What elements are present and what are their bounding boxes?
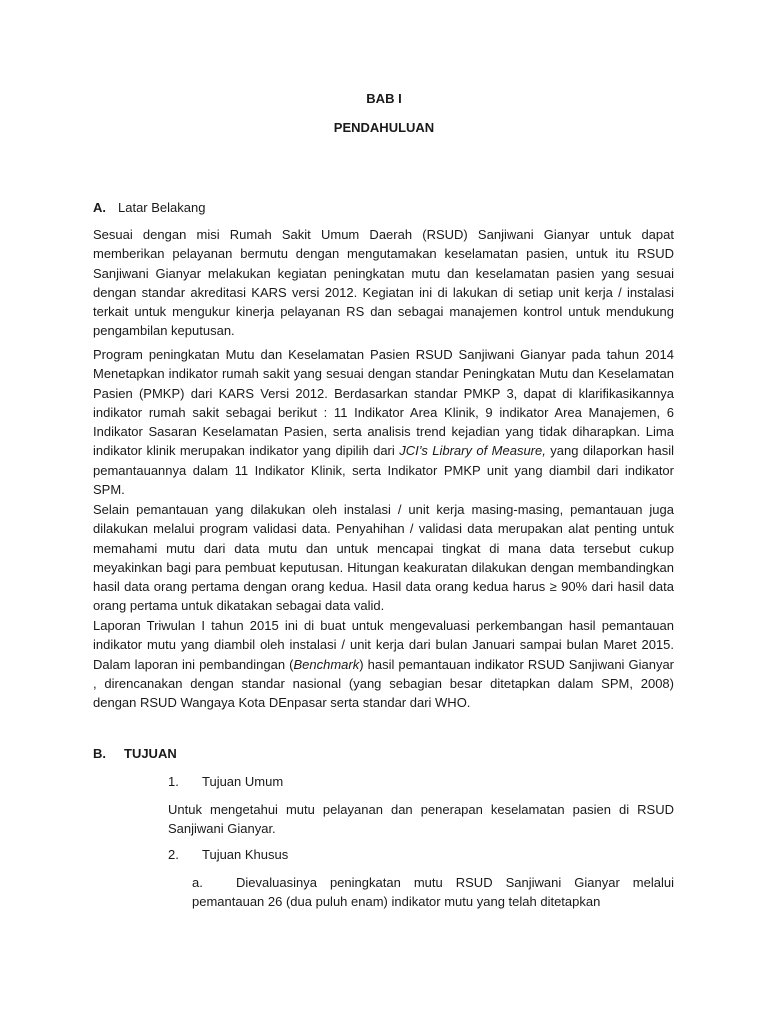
chapter-title: PENDAHULUAN <box>333 120 435 135</box>
paragraph-2-text: Program peningkatan Mutu dan Keselamatan Pasien RSUD Sanjiwani Gianyar pada tahun 2014 Menetapkan indikator rumah sakit yang sesuai dengan standar Peningkatan Mutu dan Keselamatan Pasien (PMKP) dari KARS Versi 2012. Berdasarkan standar PMKP 3, dapat di klarifikasikannya indikator rumah sakit sebagai berikut : 11 Indikator Area Klinik, 9 indikator Area Manajemen, 6 Indikator Sasaran Keselamatan Pasien, serta analisis trend kejadian yang tidak diharapkan. Lima indikator klinik merupakan indikator yang dipilih dari <box>93 347 674 459</box>
section-b-title: TUJUAN <box>124 746 177 761</box>
paragraph-2 <box>93 345 674 499</box>
list-item-2-title: Tujuan Khusus <box>202 847 289 862</box>
sub-item-a <box>192 873 674 912</box>
list-item-2 <box>168 847 288 862</box>
list-item-2-number: 2. <box>168 847 179 862</box>
chapter-number: BAB I <box>366 91 402 106</box>
sub-item-a-text: Dievaluasinya peningkatan mutu RSUD Sanjiwani Gianyar melalui pemantauan 26 (dua puluh enam) indikator mutu yang telah ditetapkan <box>192 875 674 910</box>
paragraph-4-italic: Benchmark <box>293 656 360 672</box>
paragraph-4-tail: ) hasil pemantauan indikator RSUD Sanjiwani Gianyar , direncanakan dengan standar nasional (yang sebagian besar ditetapkan dalam SPM, 2008) dengan RSUD Wangaya Kota DEnpasar serta standar dari WHO. <box>93 656 675 711</box>
sub-item-a-label: a. <box>192 875 203 890</box>
list-item-1 <box>168 774 283 789</box>
paragraph-2-italic: JCI’s Library of Measure, <box>399 443 546 459</box>
list-item-1-title: Tujuan Umum <box>202 774 284 789</box>
section-b-label: B. <box>93 746 106 761</box>
section-a-title: Latar Belakang <box>118 200 206 215</box>
section-b-heading <box>93 746 177 761</box>
section-a-label: A. <box>93 200 106 215</box>
section-a-heading <box>93 200 205 215</box>
paragraph-3: Selain pemantauan yang dilakukan oleh instalasi / unit kerja masing-masing, pemantauan juga dilakukan melalui program validasi data. Penyahihan / validasi data merupakan alat penting untuk memahami mutu dari data mutu dan untuk mencapai tingkat di mana data tersebut cukup meyakinkan bagi para pembuat keputusan. Hitungan keakuratan dilakukan dengan membandingkan hasil data orang pertama dengan orang kedua. Hasil data orang kedua harus ≥ 90% dari hasil data orang pertama untuk dikatakan sebagai data valid. <box>93 502 674 614</box>
paragraph-2-tail: yang dilaporkan hasil pemantauannya dalam 11 Indikator Klinik, serta Indikator PMKP unit yang diambil dari indikator SPM. <box>93 443 674 498</box>
paragraph-4-text: Laporan Triwulan I tahun 2015 ini di buat untuk mengevaluasi perkembangan hasil pemantauan indikator mutu yang diambil oleh instalasi / unit kerja dari bulan Januari sampai bulan Maret 2015. Dalam laporan ini pembandingan ( <box>93 618 674 672</box>
paragraph-1: Sesuai dengan misi Rumah Sakit Umum Daerah (RSUD) Sanjiwani Gianyar untuk dapat memberikan pelayanan bermutu dengan mengutamakan keselamatan pasien, untuk itu RSUD Sanjiwani Gianyar melakukan kegiatan peningkatan mutu dan keselamatan pasien yang sesuai dengan standar akreditasi KARS versi 2012. Kegiatan ini di lakukan di setiap unit kerja / instalasi terkait untuk mengukur kinerja pelayanan RS dan sebagai manajemen kontrol untuk mendukung pengambilan keputusan. <box>93 227 674 339</box>
paragraph-4 <box>93 616 674 712</box>
list-item-1-text: Untuk mengetahui mutu pelayanan dan penerapan keselamatan pasien di RSUD Sanjiwani Gianyar. <box>168 802 674 837</box>
list-item-1-number: 1. <box>168 774 179 789</box>
